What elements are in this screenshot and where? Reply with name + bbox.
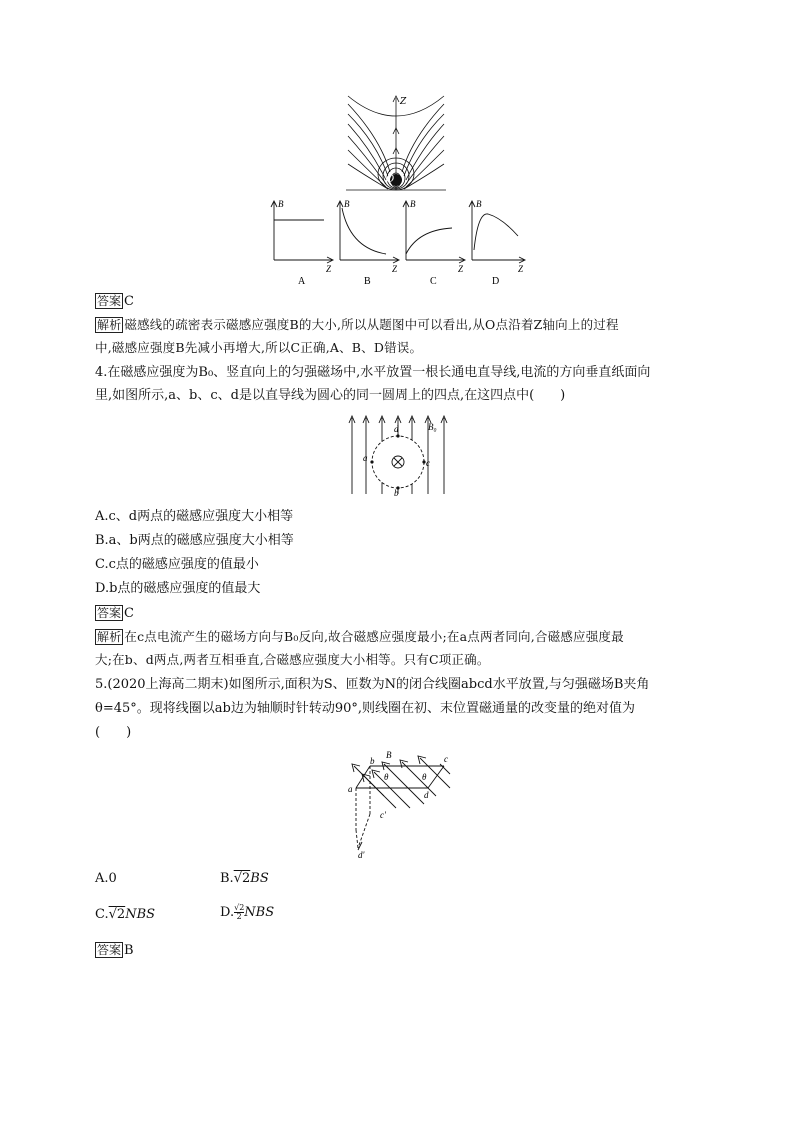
q4-stem-line1: 4.在磁感应强度为B₀、竖直向上的匀强磁场中,水平放置一根长通电直导线,电流的方向垂直纸面向 (95, 365, 651, 380)
graph-b-caption: B (364, 276, 371, 287)
q4-analysis-text1: 在c点电流产生的磁场方向与B₀反向,故合磁感应强度最小;在a点两者同向,合磁感应强度最 (124, 629, 624, 644)
graph-c-y-label: B (410, 199, 416, 209)
q4-b0-label: B₀ (428, 422, 437, 432)
q5-option-b (220, 870, 269, 888)
answer-tag: 答案 (97, 606, 122, 620)
q5-point-b: b (370, 756, 375, 766)
q4-stem-line2: 里,如图所示,a、b、c、d是以直导线为圆心的同一圆周上的四点,在这四点中( ) (95, 388, 566, 403)
q5-option-b-radicand: 2 (241, 871, 251, 886)
q5-answer-value: B (124, 943, 134, 958)
q5-option-d (220, 904, 274, 922)
q3-analysis-text1: 磁感线的疏密表示磁感应强度B的大小,所以从题图中可以看出,从O点沿着Z轴向上的过程 (124, 317, 619, 332)
graph-options (266, 198, 528, 288)
graph-a-y-label: B (278, 199, 284, 209)
origin-label: O (386, 174, 395, 185)
q4-analysis-line2: 大;在b、d两点,两者互相垂直,合磁感应强度大小相等。只有C项正确。 (95, 652, 490, 667)
q4-point-a: a (363, 453, 368, 463)
q5-option-b-radical: √2 (233, 871, 251, 886)
graph-b-y-label: B (344, 199, 350, 209)
analysis-tag: 解析 (97, 318, 122, 332)
q5-option-a: A.0 (95, 871, 117, 886)
q4-point-c: c (426, 458, 430, 468)
q5-stem-line1: 5.(2020上海高二期末)如图所示,面积为S、匝数为N的闭合线圈abcd水平放置,与匀强磁场B夹角 (95, 677, 650, 692)
field-lines-figure (340, 92, 452, 192)
z-axis-label: Z (400, 97, 407, 107)
q5-option-c-tail: NBS (125, 907, 156, 922)
q3-analysis-line2: 中,磁感应强度B先减小再增大,所以C正确,A、B、D错误。 (95, 340, 423, 355)
graph-d-caption: D (492, 276, 500, 287)
q5-option-c-radicand: 2 (116, 907, 126, 922)
q5-option-d-denominator: 2 (236, 912, 242, 921)
graph-d-x-label: Z (518, 264, 524, 274)
q5-theta-2: θ (422, 772, 427, 782)
q5-option-c-prefix: C. (95, 907, 109, 922)
q4-answer-value: C (124, 606, 134, 621)
q5-option-d-prefix: D. (220, 905, 235, 920)
graph-a-caption: A (298, 276, 306, 287)
q3-answer (95, 292, 134, 311)
q5-point-d-prime: d' (358, 850, 365, 860)
q4-point-b: b (394, 488, 399, 496)
graph-c-x-label: Z (458, 264, 464, 274)
q5-theta-1: θ (384, 772, 389, 782)
q4-option-b: B.a、b两点的磁感应强度大小相等 (95, 533, 294, 548)
q5-point-c-prime: c' (380, 810, 386, 820)
q5-option-d-fraction (234, 904, 244, 921)
q5-answer (95, 941, 134, 960)
graph-d-y-label: B (476, 199, 482, 209)
q5-stem-line3: ( ) (95, 725, 132, 740)
q4-point-d: d (394, 424, 399, 434)
q3-answer-value: C (124, 294, 134, 309)
q4-option-a: A.c、d两点的磁感应强度大小相等 (95, 509, 294, 524)
q4-analysis-line1 (95, 628, 624, 646)
graph-a-x-label: Z (326, 264, 332, 274)
q4-option-c: C.c点的磁感应强度的值最小 (95, 557, 259, 572)
q5-point-a: a (348, 784, 353, 794)
q5-figure (340, 744, 460, 862)
q5-option-d-numerator: √2 (234, 903, 245, 912)
q4-option-d: D.b点的磁感应强度的值最大 (95, 581, 261, 596)
q4-answer (95, 604, 134, 623)
q5-point-d: d (424, 790, 429, 800)
q5-option-b-prefix: B. (220, 871, 234, 886)
q5-option-c-radical: √2 (108, 907, 126, 922)
analysis-tag: 解析 (97, 630, 122, 644)
q5-option-c (95, 906, 155, 924)
graph-b-x-label: Z (392, 264, 398, 274)
q5-stem-line2: θ=45°。现将线圈以ab边为轴顺时针转动90°,则线圈在初、末位置磁通量的改变量的绝对值为 (95, 701, 636, 716)
answer-tag: 答案 (97, 943, 122, 957)
q5-point-c: c (444, 754, 448, 764)
q5-b-field-label: B (386, 750, 392, 760)
answer-tag: 答案 (97, 294, 122, 308)
q4-figure (346, 412, 450, 496)
q5-option-d-tail: NBS (244, 905, 275, 920)
graph-c-caption: C (430, 276, 437, 287)
q5-option-b-tail: BS (250, 871, 269, 886)
q3-analysis-line1 (95, 316, 619, 334)
